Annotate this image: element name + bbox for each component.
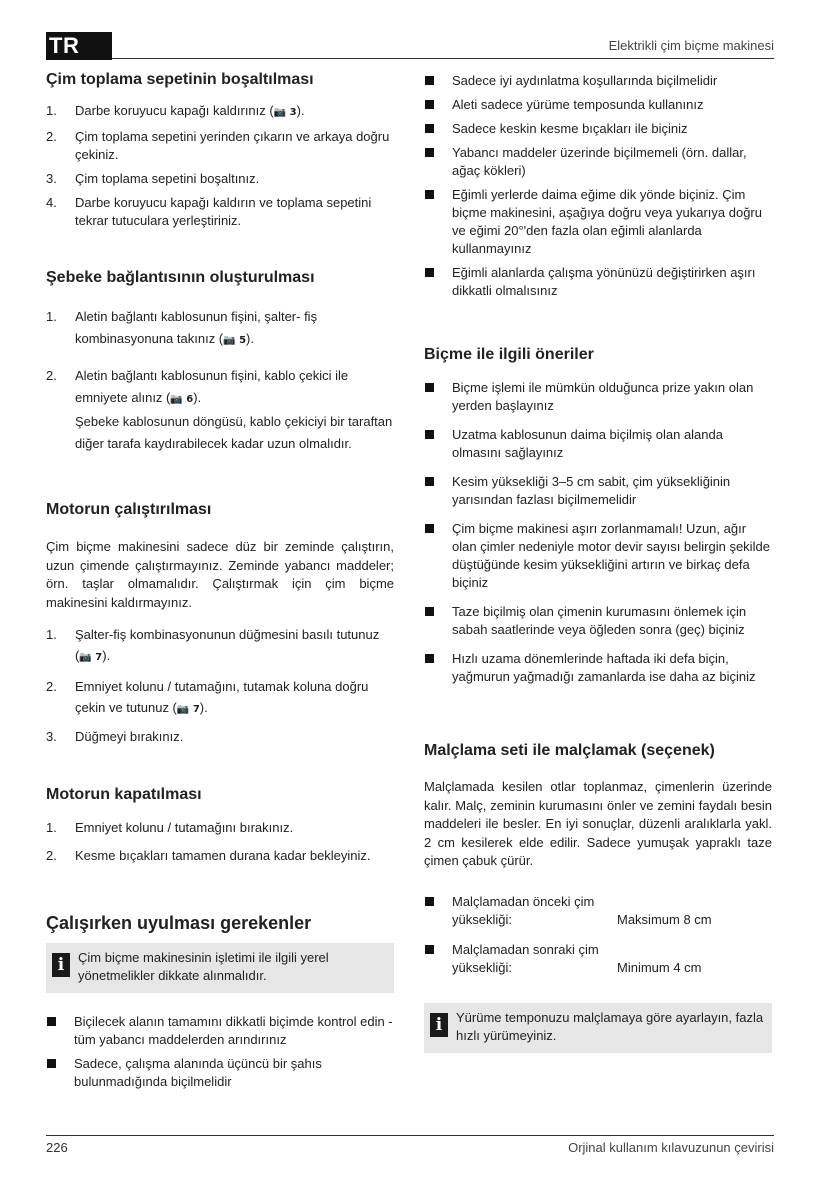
section-title: Malçlama seti ile malçlamak (seçenek): [424, 742, 715, 759]
list-item: 2. Emniyet kolunu / tutamağını, tutamak koluna doğru çekin ve tutunuz (📷 7).: [46, 679, 369, 715]
list-item: 2. Kesme bıçakları tamamen durana kadar bekleyiniz.: [46, 848, 371, 863]
list-item: Biçilecek alanın tamamını dikkatli biçimde kontrol edin - tüm yabancı maddelerden arındırınız: [46, 1013, 394, 1049]
list-item: Eğimli yerlerde daima eğime dik yönde biçiniz. Çim biçme makinesini, aşağıya doğru veya yukarıya doğru ve eğimi 20°'den fazla olan eğimli alanlarda kullanmayınız: [424, 186, 772, 258]
list-item: Taze biçilmiş olan çimenin kurumasını önlemek için sabah saatlerinde veya öğleden sonra (geç) biçiniz: [424, 603, 772, 639]
spec-item: Malçlamadan önceki çim yüksekliği: Maksimum 8 cm: [424, 893, 772, 929]
header-title: Elektrikli çim biçme makinesi: [608, 38, 774, 53]
section-title: Çalışırken uyulması gerekenler: [46, 913, 312, 933]
footer-text: Orjinal kullanım kılavuzunun çevirisi: [568, 1140, 774, 1155]
info-note: [46, 943, 394, 993]
info-icon: i: [52, 953, 70, 977]
section-operating-rules: [46, 913, 394, 1091]
section-title: Motorun kapatılması: [46, 786, 202, 803]
section-empty-basket: [46, 70, 394, 230]
bullet-list: [424, 72, 772, 300]
list-item: 2. Çim toplama sepetini yerinden çıkarın ve arkaya doğru çekiniz.: [46, 129, 390, 162]
list-item: Yabancı maddeler üzerinde biçilmemeli (örn. dallar, ağaç kökleri): [424, 144, 772, 180]
numbered-list: [46, 624, 394, 746]
list-item: 1. Aletin bağlantı kablosunun fişini, şalter- fiş kombinasyonuna takınız (📷 5).: [46, 309, 318, 346]
spec-value: Minimum 4 cm: [617, 959, 702, 975]
list-item: Sadece, çalışma alanında üçüncü bir şahıs bulunmadığında biçilmelidir: [46, 1055, 394, 1091]
paragraph: Çim biçme makinesini sadece düz bir zeminde çalıştırın, uzun çimende çalıştırmayınız. Zeminde yabancı maddeler; örn. taşlar olmamalıdır. Çalıştırmak için çim biçme makinesini kaldırmayınız.: [46, 539, 394, 610]
language-badge: TR: [46, 32, 112, 60]
list-item: Aleti sadece yürüme temposunda kullanınız: [424, 96, 772, 114]
page-number: 226: [46, 1140, 68, 1155]
list-item: 2. Aletin bağlantı kablosunun fişini, kablo çekici ile emniyete alınız (📷 6). Şebeke kablosunun döngüsü, kablo çekiciyi bir taraftan diğer tarafa kaydırabilecek kadar uzun olmalıdır.: [46, 368, 393, 451]
spec-list: [424, 893, 772, 977]
camera-icon: 📷 7: [79, 652, 103, 663]
list-item: Hızlı uzama dönemlerinde haftada iki defa biçin, yağmurun yağmadığı zamanlarda ise daha az biçiniz: [424, 650, 772, 686]
paragraph: Malçlamada kesilen otlar toplanmaz, çimenlerin üzerinde kalır. Malç, zeminin kurumasını önler ve zemini faydalı besin maddeleri ile besler. En iyi sonuçlar, düzenli aralıklarla yakl. 2 cm kesilerek elde edilir. Sadece yumuşak yapraklı taze çimen çabuk çürür.: [424, 779, 772, 868]
header-rule: [112, 58, 774, 59]
spec-item: Malçlamadan sonraki çim yüksekliği: Minimum 4 cm: [424, 941, 772, 977]
section-title: Motorun çalıştırılması: [46, 501, 212, 518]
bullet-list: [424, 379, 772, 686]
list-item: 3. Düğmeyi bırakınız.: [46, 729, 184, 744]
list-item: Biçme işlemi ile mümkün olduğunca prize yakın olan yerden başlayınız: [424, 379, 772, 415]
footer-rule: [46, 1135, 774, 1136]
section-start-motor: [46, 500, 394, 746]
list-item: Sadece iyi aydınlatma koşullarında biçilmelidir: [424, 72, 772, 90]
camera-icon: 📷 5: [223, 335, 247, 346]
note-text: Yürüme temponuzu malçlamaya göre ayarlayın, fazla hızlı yürümeyiniz.: [456, 1009, 764, 1043]
list-item: 1. Şalter-fiş kombinasyonunun düğmesini basılı tutunuz (📷 7).: [46, 627, 380, 663]
list-item: 4. Darbe koruyucu kapağı kaldırın ve toplama sepetini tekrar tutuculara yerleştiriniz.: [46, 195, 372, 228]
spec-value: Maksimum 8 cm: [617, 911, 712, 927]
section-title: Biçme ile ilgili öneriler: [424, 346, 594, 363]
numbered-list: [46, 819, 394, 865]
list-item: Eğimli alanlarda çalışma yönünüzü değiştirirken aşırı dikkatli olmalısınız: [424, 264, 772, 300]
camera-icon: 📷 3: [273, 107, 297, 118]
numbered-list: [46, 306, 394, 455]
info-icon: i: [430, 1013, 448, 1037]
bullet-list: [46, 1013, 394, 1091]
list-item: 1. Emniyet kolunu / tutamağını bırakınız.: [46, 820, 294, 835]
list-item: Sadece keskin kesme bıçakları ile biçiniz: [424, 120, 772, 138]
section-mulching: [424, 741, 772, 1053]
section-title: Çim toplama sepetinin boşaltılması: [46, 71, 314, 88]
info-note: [424, 1003, 772, 1053]
note-text: Çim biçme makinesinin işletimi ile ilgili yerel yönetmelikler dikkate alınmalıdır.: [78, 950, 329, 983]
list-item: 3. Çim toplama sepetini boşaltınız.: [46, 171, 260, 186]
section-title: Şebeke bağlantısının oluşturulması: [46, 269, 315, 286]
list-item: Çim biçme makinesi aşırı zorlanmamalı! Uzun, ağır olan çimler nedeniyle motor devir sayısı belirgin şekilde düştüğünde kesim yüksekliğini artırın ve birkaç defa biçiniz: [424, 520, 772, 592]
camera-icon: 📷 6: [170, 394, 194, 405]
section-stop-motor: [46, 785, 394, 865]
camera-icon: 📷 7: [176, 704, 200, 715]
numbered-list: [46, 102, 394, 230]
section-mains-connection: [46, 268, 394, 455]
list-item: Uzatma kablosunun daima biçilmiş olan alanda olmasını sağlayınız: [424, 426, 772, 462]
list-item: 1. Darbe koruyucu kapağı kaldırınız (📷 3).: [46, 103, 305, 118]
list-item: Kesim yüksekliği 3–5 cm sabit, çim yüksekliğinin yarısından fazlası biçilmemelidir: [424, 473, 772, 509]
section-mowing-tips: [424, 345, 772, 686]
